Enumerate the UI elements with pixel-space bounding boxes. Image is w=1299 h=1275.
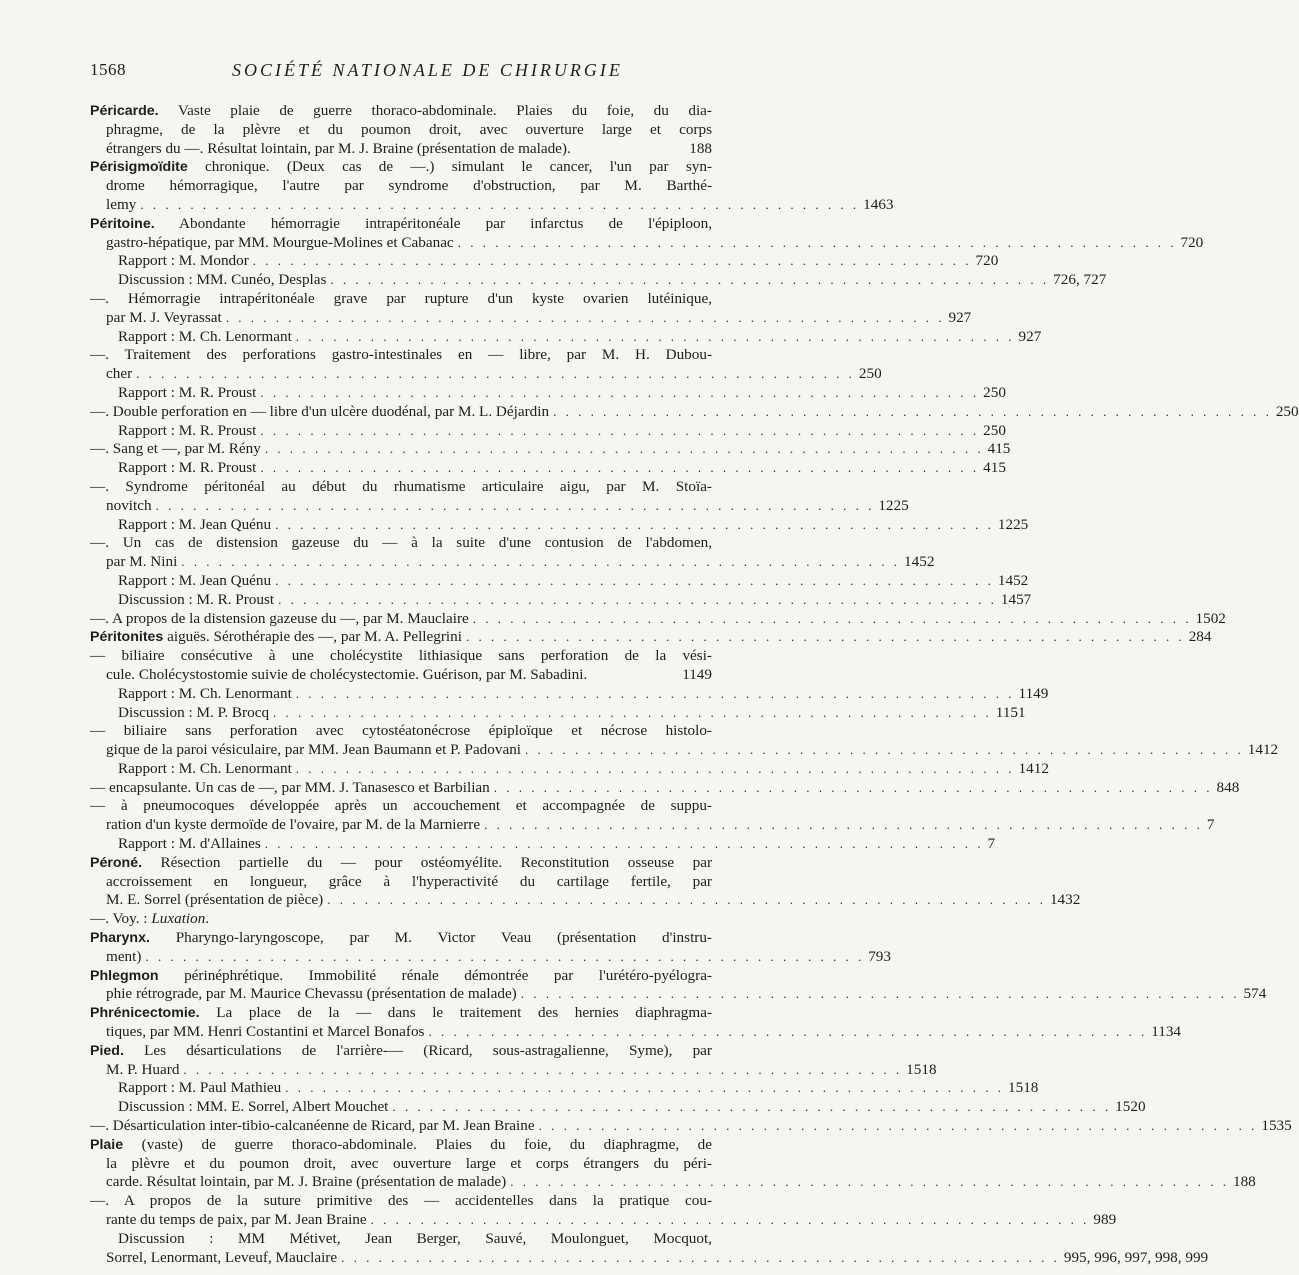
- entry-text: gique de la paroi vésiculaire, par MM. Jean Baumann et P. Padovani: [106, 741, 522, 759]
- index-line: [90, 835, 996, 854]
- page-reference: 1134: [1151, 1023, 1182, 1041]
- dot-leader: . . . . . . . . . . . . . . . . . . . . . . . . . . . . . . . . . . . . . . . . . . . . . . . . . . . . . . . . . .: [285, 1080, 1005, 1096]
- entry-keyword: Péritoine.: [90, 215, 155, 232]
- index-line: [90, 1211, 1117, 1230]
- page-reference: 927: [1018, 327, 1042, 345]
- index-line: [90, 252, 999, 271]
- dot-leader: . . . . . . . . . . . . . . . . . . . . . . . . . . . . . . . . . . . . . . . . . . . . . . . . . . . . . . . . . .: [252, 253, 972, 269]
- page-reference: 848: [1216, 778, 1240, 796]
- entry-text: Rapport : M. Jean Quénu: [118, 515, 272, 533]
- entry-text: Abondante hémorragie intrapéritonéale par infarctus de l'épiploon,: [154, 214, 712, 232]
- dot-leader: . . . . . . . . . . . . . . . . . . . . . . . . . . . . . . . . . . . . . . . . . . . . . . . . . . . . . . . . . .: [493, 779, 1213, 795]
- dot-leader: . . . . . . . . . . . . . . . . . . . . . . . . . . . . . . . . . . . . . . . . . . . . . . . . . . . . . . . . . .: [275, 516, 994, 532]
- index-line: [90, 666, 712, 685]
- page-reference: 188: [1232, 1173, 1256, 1191]
- page-reference: 250: [1275, 402, 1299, 420]
- index-line: [90, 215, 712, 234]
- dot-leader: . . . . . . . . . . . . . . . . . . . . . . . . . . . . . . . . . . . . . . . . . . . . . . . . . . . . . . . . . .: [183, 1061, 903, 1077]
- entry-text: —. Syndrome péritonéal au début du rhumatisme articulaire aigu, par M. Stoïa-: [90, 477, 712, 495]
- page-reference: 1412: [1018, 759, 1049, 777]
- index-line: [90, 496, 909, 516]
- entry-keyword: Phlegmon: [90, 967, 159, 984]
- entry-text: Péritonites aiguës. Sérothérapie des —, par M. A. Pellegrini: [90, 628, 462, 646]
- entry-text: ment): [106, 947, 142, 965]
- page-reference: 1432: [1049, 891, 1081, 909]
- index-line: [90, 140, 712, 159]
- dot-leader: . . . . . . . . . . . . . . . . . . . . . . . . . . . . . . . . . . . . . . . . . . . . . . . . . . . . . . . . . .: [155, 497, 875, 513]
- index-line: [90, 121, 712, 140]
- index-line: [90, 1098, 1146, 1117]
- index-line: [90, 891, 1081, 910]
- page-reference: 1151: [995, 703, 1026, 721]
- entry-keyword: Péroné.: [90, 854, 143, 871]
- page-reference: 720: [975, 252, 999, 270]
- entry-text: ration d'un kyste dermoïde de l'ovaire, par M. de la Marnierre: [106, 816, 481, 834]
- dot-leader: . . . . . . . . . . . . . . . . . . . . . . . . . . . . . . . . . . . . . . . . . . . . . . . . . . . . . . . . . .: [472, 610, 1192, 626]
- entry-text: Vaste plaie de guerre thoraco-abdominale. Plaies du foie, du dia-: [158, 102, 712, 119]
- index-line: [90, 967, 712, 986]
- entry-text: cule. Cholécystostomie suivie de cholécystectomie. Guérison, par M. Sabadini.: [106, 665, 588, 683]
- page-reference: 1457: [1000, 590, 1032, 608]
- entry-keyword: Phrénicectomie.: [90, 1005, 200, 1022]
- entry-text: chronique. (Deux cas de —.) simulant le cancer, l'un par syn-: [187, 158, 712, 176]
- entry-text: —. Double perforation en — libre d'un ulcère duodénal, par M. L. Déjardin: [90, 402, 550, 420]
- entry-text: Rapport : M. R. Proust: [118, 421, 257, 439]
- entry-text: périnéphrétique. Immobilité rénale démontrée par l'urétéro-pyélogra-: [158, 966, 712, 984]
- index-line: [90, 515, 1029, 535]
- entry-text: —. Sang et —, par M. Rény: [90, 440, 261, 458]
- entry-text: Sorrel, Lenormant, Leveuf, Mauclaire: [106, 1248, 338, 1266]
- index-line: [90, 703, 1026, 723]
- index-line: [90, 290, 712, 309]
- dot-leader: . . . . . . . . . . . . . . . . . . . . . . . . . . . . . . . . . . . . . . . . . . . . . . . . . . . . . . . . . .: [327, 892, 1046, 908]
- cross-reference: Luxation: [151, 910, 206, 928]
- entry-text: La place de la — dans le traitement des hernies diaphragma-: [199, 1004, 712, 1022]
- dot-leader: . . . . . . . . . . . . . . . . . . . . . . . . . . . . . . . . . . . . . . . . . . . . . . . . . . . . . . . . . .: [465, 629, 1185, 645]
- dot-leader: . . . . . . . . . . . . . . . . . . . . . . . . . . . . . . . . . . . . . . . . . . . . . . . . . . . . . . . . . .: [392, 1099, 1112, 1115]
- dot-leader: . . . . . . . . . . . . . . . . . . . . . . . . . . . . . . . . . . . . . . . . . . . . . . . . . . . . . . . . . .: [136, 366, 855, 382]
- entry-text: Les désarticulations de l'arrière-— (Ricard, sous-astragalienne, Syme), par: [123, 1041, 712, 1059]
- entry-keyword: Pharynx.: [90, 930, 150, 947]
- entry-text: M. P. Huard: [106, 1060, 180, 1078]
- index-line: [90, 553, 935, 572]
- index-line: [90, 947, 891, 967]
- index-line: [90, 1060, 937, 1080]
- dot-leader: . . . . . . . . . . . . . . . . . . . . . . . . . . . . . . . . . . . . . . . . . . . . . . . . . . . . . . . . . .: [145, 948, 865, 964]
- index-line: [90, 1079, 1039, 1098]
- page-reference: 1463: [863, 195, 894, 213]
- dot-leader: . . . . . . . . . . . . . . . . . . . . . . . . . . . . . . . . . . . . . . . . . . . . . . . . . . . . . . . . . .: [538, 1118, 1258, 1134]
- dot-leader: . . . . . . . . . . . . . . . . . . . . . . . . . . . . . . . . . . . . . . . . . . . . . . . . . . . . . . . . . .: [525, 742, 1244, 758]
- entry-text: phragme, de la plèvre et du poumon droit, avec ouverture large et corps: [106, 120, 712, 138]
- page-reference: 415: [983, 459, 1006, 477]
- index-line: [90, 195, 894, 215]
- index-line: [90, 1248, 1209, 1268]
- index-line: [90, 590, 1032, 610]
- index-entries: [90, 102, 1299, 1267]
- page-reference: 1225: [878, 496, 909, 514]
- dot-leader: . . . . . . . . . . . . . . . . . . . . . . . . . . . . . . . . . . . . . . . . . . . . . . . . . . . . . . . . . .: [278, 591, 997, 607]
- entry-text: Pharyngo-laryngoscope, par M. Victor Veau (présentation d'instru-: [149, 929, 712, 947]
- entry-keyword: Plaie: [90, 1136, 124, 1153]
- entry-text: gastro-hépatique, par MM. Mourgue-Molines et Cabanac: [106, 233, 454, 251]
- entry-text: — biliaire consécutive à une cholécystite lithiasique sans perforation de la vési-: [90, 647, 712, 665]
- entry-text: Discussion : MM. E. Sorrel, Albert Mouchet: [118, 1098, 389, 1116]
- index-line: [90, 402, 1299, 422]
- entry-text: —. A propos de la suture primitive des — accidentelles dans la pratique cou-: [90, 1192, 712, 1210]
- index-line: [90, 478, 712, 497]
- dot-leader: . . . . . . . . . . . . . . . . . . . . . . . . . . . . . . . . . . . . . . . . . . . . . . . . . . . . . . . . . .: [370, 1212, 1090, 1228]
- page-reference: 250: [858, 365, 882, 383]
- entry-text: Rapport : M. Jean Quénu: [118, 571, 272, 589]
- entry-text: Discussion : M. P. Brocq: [118, 703, 270, 721]
- dot-leader: . . . . . . . . . . . . . . . . . . . . . . . . . . . . . . . . . . . . . . . . . . . . . . . . . . . . . . . . . .: [260, 422, 980, 438]
- dot-leader: . . . . . . . . . . . . . . . . . . . . . . . . . . . . . . . . . . . . . . . . . . . . . . . . . . . . . . . . . .: [260, 460, 980, 476]
- entry-text: Rapport : M. d'Allaines: [118, 835, 261, 853]
- entry-text: Rapport : M. Mondor: [118, 252, 249, 270]
- entry-text: accroissement en longueur, grâce à l'hyperactivité du cartilage fertile, par: [106, 872, 712, 890]
- index-line: [90, 722, 712, 741]
- page-reference: 1502: [1195, 609, 1226, 627]
- index-line: [90, 421, 1006, 441]
- index-line: [90, 1155, 712, 1174]
- entry-text: — à pneumocoques développée après un accouchement et accompagnée de suppu-: [90, 797, 712, 815]
- page-reference: 7: [987, 835, 996, 853]
- index-line: [90, 910, 712, 929]
- page-reference: 1412: [1247, 741, 1279, 759]
- dot-leader: . . . . . . . . . . . . . . . . . . . . . . . . . . . . . . . . . . . . . . . . . . . . . . . . . . . . . . . . . .: [457, 234, 1177, 250]
- entry-keyword: Périsigmoïdite: [90, 159, 188, 176]
- dot-leader: . . . . . . . . . . . . . . . . . . . . . . . . . . . . . . . . . . . . . . . . . . . . . . . . . . . . . . . . . .: [341, 1249, 1060, 1265]
- dot-leader: . . . . . . . . . . . . . . . . . . . . . . . . . . . . . . . . . . . . . . . . . . . . . . . . . . . . . . . . . .: [264, 441, 984, 457]
- index-line: [90, 365, 882, 384]
- entry-text: tiques, par MM. Henri Costantini et Marcel Bonafos: [106, 1023, 425, 1041]
- index-line: [90, 158, 712, 177]
- entry-text: —. A propos de la distension gazeuse du —, par M. Mauclaire: [90, 609, 469, 627]
- index-line: [90, 873, 712, 892]
- entry-text: Rapport : M. Ch. Lenormant: [118, 759, 292, 777]
- index-line: [90, 628, 1212, 647]
- running-title: SOCIÉTÉ NATIONALE DE CHIRURGIE: [232, 60, 623, 80]
- entry-text: rante du temps de paix, par M. Jean Braine: [106, 1211, 367, 1229]
- entry-text: cher: [106, 365, 133, 383]
- entry-text: — biliaire sans perforation avec cytostéatonécrose épiploïque et nécrose histolo-: [90, 722, 712, 740]
- page-reference: 720: [1180, 233, 1204, 251]
- entry-keyword: Péritonites: [90, 629, 164, 646]
- page-reference: 726, 727: [1053, 271, 1107, 289]
- page-reference: 7: [1206, 816, 1215, 834]
- entry-text: carde. Résultat lointain, par M. J. Braine (présentation de malade): [106, 1173, 507, 1191]
- dot-leader: . . . . . . . . . . . . . . . . . . . . . . . . . . . . . . . . . . . . . . . . . . . . . . . . . . . . . . . . . .: [295, 685, 1015, 701]
- index-line: [90, 1117, 1292, 1136]
- entry-text: phie rétrograde, par M. Maurice Chevassu (présentation de malade): [106, 985, 517, 1003]
- entry-keyword: Pied.: [90, 1042, 124, 1059]
- index-line: [90, 571, 1029, 591]
- index-line: [90, 797, 712, 816]
- page-reference: 995, 996, 997, 998, 999: [1063, 1248, 1209, 1266]
- page-reference: 1518: [906, 1060, 937, 1078]
- index-line: [90, 534, 712, 553]
- dot-leader: . . . . . . . . . . . . . . . . . . . . . . . . . . . . . . . . . . . . . . . . . . . . . . . . . . . . . . . . . .: [140, 196, 860, 212]
- page-reference: 989: [1093, 1211, 1117, 1229]
- index-line: [90, 271, 1107, 290]
- entry-text: par M. J. Veyrassat: [106, 308, 222, 326]
- entry-text: drome hémorragique, l'autre par syndrome d'obstruction, par M. Barthé-: [106, 177, 712, 195]
- page-reference: 1149: [682, 665, 712, 683]
- index-line: [90, 609, 1226, 629]
- entry-text: —. Hémorragie intrapéritonéale grave par rupture d'un kyste ovarien lutéinique,: [90, 289, 712, 307]
- dot-leader: . . . . . . . . . . . . . . . . . . . . . . . . . . . . . . . . . . . . . . . . . . . . . . . . . . . . . . . . . .: [510, 1174, 1229, 1190]
- index-line: [90, 102, 712, 121]
- entry-text: Rapport : M. R. Proust: [118, 459, 257, 477]
- dot-leader: . . . . . . . . . . . . . . . . . . . . . . . . . . . . . . . . . . . . . . . . . . . . . . . . . . . . . . . . . .: [428, 1024, 1148, 1040]
- dot-leader: . . . . . . . . . . . . . . . . . . . . . . . . . . . . . . . . . . . . . . . . . . . . . . . . . . . . . . . . . .: [273, 704, 992, 720]
- entry-text: —. Désarticulation inter-tibio-calcanéenne de Ricard, par M. Jean Braine: [90, 1117, 535, 1135]
- index-line: [90, 308, 972, 328]
- dot-leader: . . . . . . . . . . . . . . . . . . . . . . . . . . . . . . . . . . . . . . . . . . . . . . . . . . . . . . . . . .: [181, 554, 901, 570]
- entry-text: Rapport : M. Ch. Lenormant: [118, 684, 292, 702]
- index-line: [90, 929, 712, 948]
- index-line: [90, 440, 1011, 459]
- dot-leader: . . . . . . . . . . . . . . . . . . . . . . . . . . . . . . . . . . . . . . . . . . . . . . . . . . . . . . . . . .: [264, 836, 984, 852]
- entry-text: novitch: [106, 496, 152, 514]
- index-line: [90, 346, 712, 365]
- index-line: [90, 1173, 1256, 1192]
- page-reference: 415: [987, 440, 1011, 458]
- index-line: [90, 459, 1006, 478]
- entry-text: —. Voy. : Luxation.: [90, 910, 210, 928]
- page-reference: 1535: [1261, 1117, 1292, 1135]
- page-header: [90, 60, 712, 88]
- dot-leader: . . . . . . . . . . . . . . . . . . . . . . . . . . . . . . . . . . . . . . . . . . . . . . . . . . . . . . . . . .: [225, 309, 945, 325]
- index-line: [90, 383, 1006, 403]
- page-reference: 250: [983, 383, 1006, 401]
- index-line: [90, 647, 712, 666]
- entry-text: Rapport : M. Ch. Lenormant: [118, 327, 292, 345]
- index-line: [90, 1004, 712, 1023]
- dot-leader: . . . . . . . . . . . . . . . . . . . . . . . . . . . . . . . . . . . . . . . . . . . . . . . . . . . . . . . . . .: [275, 572, 994, 588]
- index-line: [90, 684, 1049, 704]
- entry-text: Discussion : MM Métivet, Jean Berger, Sauvé, Moulonguet, Mocquot,: [118, 1229, 712, 1247]
- dot-leader: . . . . . . . . . . . . . . . . . . . . . . . . . . . . . . . . . . . . . . . . . . . . . . . . . . . . . . . . . .: [260, 384, 980, 400]
- index-line: [90, 985, 1267, 1004]
- dot-leader: . . . . . . . . . . . . . . . . . . . . . . . . . . . . . . . . . . . . . . . . . . . . . . . . . . . . . . . . . .: [484, 817, 1203, 833]
- dot-leader: . . . . . . . . . . . . . . . . . . . . . . . . . . . . . . . . . . . . . . . . . . . . . . . . . . . . . . . . . .: [520, 986, 1240, 1002]
- page-reference: 250: [983, 421, 1006, 439]
- index-line: [90, 854, 712, 873]
- index-line: [90, 816, 1215, 835]
- index-line: [90, 1230, 712, 1249]
- page-reference: 1452: [904, 553, 935, 571]
- index-line: [90, 759, 1049, 779]
- index-line: [90, 741, 1279, 760]
- entry-text: — encapsulante. Un cas de —, par MM. J. Tanasesco et Barbilian: [90, 778, 490, 796]
- entry-text: —. Traitement des perforations gastro-intestinales en — libre, par M. H. Dubou-: [90, 346, 712, 364]
- index-line: [90, 1192, 712, 1211]
- entry-text: par M. Nini: [106, 553, 178, 571]
- index-line: [90, 1023, 1182, 1042]
- entry-text: Rapport : M. Paul Mathieu: [118, 1079, 282, 1097]
- index-line: [90, 177, 712, 196]
- entry-text: Discussion : M. R. Proust: [118, 590, 275, 608]
- page-reference: 1225: [997, 515, 1029, 533]
- page-reference: 284: [1188, 628, 1212, 646]
- entry-text: (vaste) de guerre thoraco-abdominale. Plaies du foie, du diaphragme, de: [123, 1135, 712, 1153]
- page-number: 1568: [90, 60, 126, 79]
- entry-text: étrangers du —. Résultat lointain, par M. J. Braine (présentation de malade).: [106, 139, 571, 157]
- index-line: [90, 778, 1240, 798]
- dot-leader: . . . . . . . . . . . . . . . . . . . . . . . . . . . . . . . . . . . . . . . . . . . . . . . . . . . . . . . . . .: [295, 760, 1015, 776]
- dot-leader: . . . . . . . . . . . . . . . . . . . . . . . . . . . . . . . . . . . . . . . . . . . . . . . . . . . . . . . . . .: [330, 272, 1050, 288]
- entry-text: Rapport : M. R. Proust: [118, 383, 257, 401]
- page-reference: 927: [948, 308, 972, 326]
- page-reference: 574: [1243, 985, 1267, 1003]
- index-line: [90, 327, 1042, 347]
- index-line: [90, 1136, 712, 1155]
- index-line: [90, 1042, 712, 1061]
- dot-leader: . . . . . . . . . . . . . . . . . . . . . . . . . . . . . . . . . . . . . . . . . . . . . . . . . . . . . . . . . .: [553, 403, 1272, 419]
- index-line: [90, 233, 1204, 253]
- page-reference: 1149: [1018, 684, 1049, 702]
- page-reference: 1452: [997, 571, 1029, 589]
- entry-keyword: Péricarde.: [90, 103, 159, 119]
- entry-text: M. E. Sorrel (présentation de pièce): [106, 891, 324, 909]
- page-reference: 793: [868, 947, 891, 965]
- page-reference: 1518: [1008, 1079, 1039, 1097]
- entry-text: Discussion : MM. Cunéo, Desplas: [118, 271, 327, 289]
- page-reference: 1520: [1115, 1098, 1146, 1116]
- entry-text: lemy: [106, 195, 137, 213]
- entry-text: la plèvre et du poumon droit, avec ouverture large et corps étrangers du péri-: [106, 1154, 712, 1172]
- dot-leader: . . . . . . . . . . . . . . . . . . . . . . . . . . . . . . . . . . . . . . . . . . . . . . . . . . . . . . . . . .: [295, 328, 1015, 344]
- entry-text: Résection partielle du — pour ostéomyélite. Reconstitution osseuse par: [142, 853, 712, 871]
- entry-text: —. Un cas de distension gazeuse du — à la suite d'une contusion de l'abdomen,: [90, 534, 712, 552]
- page-reference: 188: [689, 139, 712, 157]
